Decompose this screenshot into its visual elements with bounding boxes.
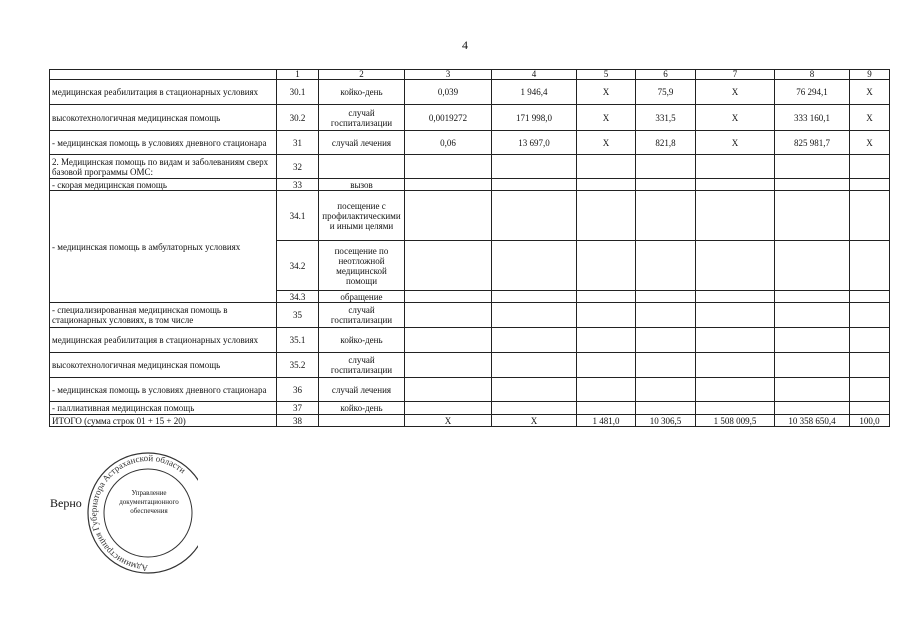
cell-c8 bbox=[775, 353, 850, 378]
header-cell: 9 bbox=[850, 70, 890, 80]
cell-c7 bbox=[696, 353, 775, 378]
table-row bbox=[50, 402, 890, 415]
cell-c5 bbox=[577, 155, 636, 179]
cell-c4: Х bbox=[492, 415, 577, 427]
row-code: 31 bbox=[277, 131, 319, 155]
cell-c5 bbox=[577, 191, 636, 241]
row-code: 30.1 bbox=[277, 80, 319, 105]
cell-c3 bbox=[405, 402, 492, 415]
cell-c3 bbox=[405, 328, 492, 353]
cell-c8 bbox=[775, 378, 850, 402]
cell-c8 bbox=[775, 155, 850, 179]
cell-c9: Х bbox=[850, 131, 890, 155]
cell-c7 bbox=[696, 179, 775, 191]
cell-c4: 171 998,0 bbox=[492, 105, 577, 131]
cell-c6: 331,5 bbox=[636, 105, 696, 131]
header-cell: 4 bbox=[492, 70, 577, 80]
row-unit: койко-день bbox=[319, 402, 405, 415]
cell-c6 bbox=[636, 402, 696, 415]
stamp-line: документационного bbox=[119, 498, 179, 506]
cell-c4 bbox=[492, 353, 577, 378]
cell-c6: 10 306,5 bbox=[636, 415, 696, 427]
cell-c9: Х bbox=[850, 80, 890, 105]
cell-c4 bbox=[492, 303, 577, 328]
cell-c7: Х bbox=[696, 131, 775, 155]
cell-c5 bbox=[577, 179, 636, 191]
table-row bbox=[50, 378, 890, 402]
cell-c3: 0,0019272 bbox=[405, 105, 492, 131]
row-name: медицинская реабилитация в стационарных условиях bbox=[50, 328, 277, 353]
cell-c5: 1 481,0 bbox=[577, 415, 636, 427]
cell-c7: 1 508 009,5 bbox=[696, 415, 775, 427]
cell-c8: 825 981,7 bbox=[775, 131, 850, 155]
row-unit bbox=[319, 155, 405, 179]
table-row bbox=[50, 303, 890, 328]
row-unit bbox=[319, 415, 405, 427]
cell-c3 bbox=[405, 241, 492, 291]
cell-c6: 821,8 bbox=[636, 131, 696, 155]
cell-c7: Х bbox=[696, 105, 775, 131]
header-cell: 8 bbox=[775, 70, 850, 80]
cell-c6 bbox=[636, 378, 696, 402]
row-name: - медицинская помощь в условиях дневного стационара bbox=[50, 131, 277, 155]
cell-c7 bbox=[696, 241, 775, 291]
header-cell: 7 bbox=[696, 70, 775, 80]
cell-c9 bbox=[850, 241, 890, 291]
row-name: - паллиативная медицинская помощь bbox=[50, 402, 277, 415]
cell-c4: 13 697,0 bbox=[492, 131, 577, 155]
row-code: 38 bbox=[277, 415, 319, 427]
cell-c9 bbox=[850, 179, 890, 191]
total-row bbox=[50, 415, 890, 427]
budget-table bbox=[49, 69, 890, 427]
cell-c9 bbox=[850, 303, 890, 328]
page-number: 4 bbox=[462, 38, 468, 52]
cell-c8 bbox=[775, 328, 850, 353]
row-name: высокотехнологичная медицинская помощь bbox=[50, 105, 277, 131]
header-cell: 2 bbox=[319, 70, 405, 80]
table-row bbox=[50, 179, 890, 191]
cell-c8: 333 160,1 bbox=[775, 105, 850, 131]
cell-c6 bbox=[636, 328, 696, 353]
cell-c8: 76 294,1 bbox=[775, 80, 850, 105]
stamp-line: обеспечения bbox=[130, 507, 168, 515]
cell-c3 bbox=[405, 353, 492, 378]
cell-c9 bbox=[850, 378, 890, 402]
cell-c7 bbox=[696, 378, 775, 402]
header-cell bbox=[50, 70, 277, 80]
cell-c5: Х bbox=[577, 80, 636, 105]
table-row bbox=[50, 191, 890, 241]
cell-c8 bbox=[775, 303, 850, 328]
cell-c4 bbox=[492, 179, 577, 191]
cell-c4 bbox=[492, 328, 577, 353]
stamp-inner-text bbox=[118, 489, 180, 516]
cell-c5 bbox=[577, 328, 636, 353]
row-code: 34.1 bbox=[277, 191, 319, 241]
header-cell: 6 bbox=[636, 70, 696, 80]
row-unit: случай госпитализации bbox=[319, 353, 405, 378]
cell-c9 bbox=[850, 402, 890, 415]
row-name: 2. Медицинская помощь по видам и заболеваниям сверх базовой программы ОМС: bbox=[50, 155, 277, 179]
cell-c6: 75,9 bbox=[636, 80, 696, 105]
header-cell: 1 bbox=[277, 70, 319, 80]
cell-c4 bbox=[492, 291, 577, 303]
row-code: 33 bbox=[277, 179, 319, 191]
cell-c9 bbox=[850, 155, 890, 179]
cell-c8: 10 358 650,4 bbox=[775, 415, 850, 427]
cell-c8 bbox=[775, 191, 850, 241]
cell-c5 bbox=[577, 402, 636, 415]
cell-c7 bbox=[696, 328, 775, 353]
cell-c3 bbox=[405, 291, 492, 303]
cell-c3 bbox=[405, 191, 492, 241]
cell-c7 bbox=[696, 191, 775, 241]
row-unit: обращение bbox=[319, 291, 405, 303]
cell-c4: 1 946,4 bbox=[492, 80, 577, 105]
cell-c3 bbox=[405, 179, 492, 191]
row-unit: случай лечения bbox=[319, 131, 405, 155]
row-name: - специализированная медицинская помощь в стационарных условиях, в том числе bbox=[50, 303, 277, 328]
table-row bbox=[50, 131, 890, 155]
row-name: - скорая медицинская помощь bbox=[50, 179, 277, 191]
cell-c4 bbox=[492, 402, 577, 415]
row-code: 34.3 bbox=[277, 291, 319, 303]
header-row bbox=[50, 70, 890, 80]
table-row bbox=[50, 328, 890, 353]
table-row bbox=[50, 155, 890, 179]
cell-c4 bbox=[492, 191, 577, 241]
cell-c7 bbox=[696, 291, 775, 303]
row-name: медицинская реабилитация в стационарных условиях bbox=[50, 80, 277, 105]
row-name: - медицинская помощь в амбулаторных условиях bbox=[50, 191, 277, 303]
cell-c5: Х bbox=[577, 105, 636, 131]
row-code: 36 bbox=[277, 378, 319, 402]
cell-c4 bbox=[492, 241, 577, 291]
cell-c4 bbox=[492, 155, 577, 179]
cell-c8 bbox=[775, 179, 850, 191]
cell-c8 bbox=[775, 291, 850, 303]
cell-c6 bbox=[636, 291, 696, 303]
row-unit: койко-день bbox=[319, 328, 405, 353]
cell-c9 bbox=[850, 353, 890, 378]
cell-c3 bbox=[405, 155, 492, 179]
row-unit: случай госпитализации bbox=[319, 303, 405, 328]
cell-c6 bbox=[636, 155, 696, 179]
cell-c9: Х bbox=[850, 105, 890, 131]
cell-c7 bbox=[696, 155, 775, 179]
row-name: высокотехнологичная медицинская помощь bbox=[50, 353, 277, 378]
cell-c3: Х bbox=[405, 415, 492, 427]
verno-text: Верно bbox=[50, 496, 82, 510]
row-code: 35 bbox=[277, 303, 319, 328]
row-name: - медицинская помощь в условиях дневного стационара bbox=[50, 378, 277, 402]
cell-c9: 100,0 bbox=[850, 415, 890, 427]
cell-c7: Х bbox=[696, 80, 775, 105]
cell-c6 bbox=[636, 303, 696, 328]
cell-c5 bbox=[577, 303, 636, 328]
cell-c6 bbox=[636, 179, 696, 191]
cell-c9 bbox=[850, 328, 890, 353]
table-row bbox=[50, 105, 890, 131]
row-code: 32 bbox=[277, 155, 319, 179]
cell-c5 bbox=[577, 291, 636, 303]
row-code: 35.1 bbox=[277, 328, 319, 353]
cell-c9 bbox=[850, 291, 890, 303]
cell-c3 bbox=[405, 378, 492, 402]
cell-c5: Х bbox=[577, 131, 636, 155]
row-unit: случай госпитализации bbox=[319, 105, 405, 131]
cell-c6 bbox=[636, 241, 696, 291]
row-unit: койко-день bbox=[319, 80, 405, 105]
row-code: 37 bbox=[277, 402, 319, 415]
table-row bbox=[50, 353, 890, 378]
cell-c9 bbox=[850, 191, 890, 241]
cell-c3: 0,039 bbox=[405, 80, 492, 105]
row-code: 35.2 bbox=[277, 353, 319, 378]
row-unit: вызов bbox=[319, 179, 405, 191]
header-cell: 3 bbox=[405, 70, 492, 80]
row-unit: случай лечения bbox=[319, 378, 405, 402]
row-code: 30.2 bbox=[277, 105, 319, 131]
header-cell: 5 bbox=[577, 70, 636, 80]
cell-c3: 0,06 bbox=[405, 131, 492, 155]
cell-c7 bbox=[696, 303, 775, 328]
cell-c5 bbox=[577, 353, 636, 378]
cell-c8 bbox=[775, 241, 850, 291]
row-unit: посещение с профилактическими и иными целями bbox=[319, 191, 405, 241]
stamp-line: Управление bbox=[131, 489, 167, 497]
stamp-ring-text: Администрация Губернатора Астраханской области bbox=[88, 452, 188, 574]
cell-c7 bbox=[696, 402, 775, 415]
cell-c5 bbox=[577, 378, 636, 402]
row-unit: посещение по неотложной медицинской помощи bbox=[319, 241, 405, 291]
row-code: 34.2 bbox=[277, 241, 319, 291]
row-name: ИТОГО (сумма строк 01 + 15 + 20) bbox=[50, 415, 277, 427]
table-row bbox=[50, 80, 890, 105]
cell-c6 bbox=[636, 353, 696, 378]
cell-c6 bbox=[636, 191, 696, 241]
cell-c4 bbox=[492, 378, 577, 402]
cell-c8 bbox=[775, 402, 850, 415]
cell-c5 bbox=[577, 241, 636, 291]
cell-c3 bbox=[405, 303, 492, 328]
